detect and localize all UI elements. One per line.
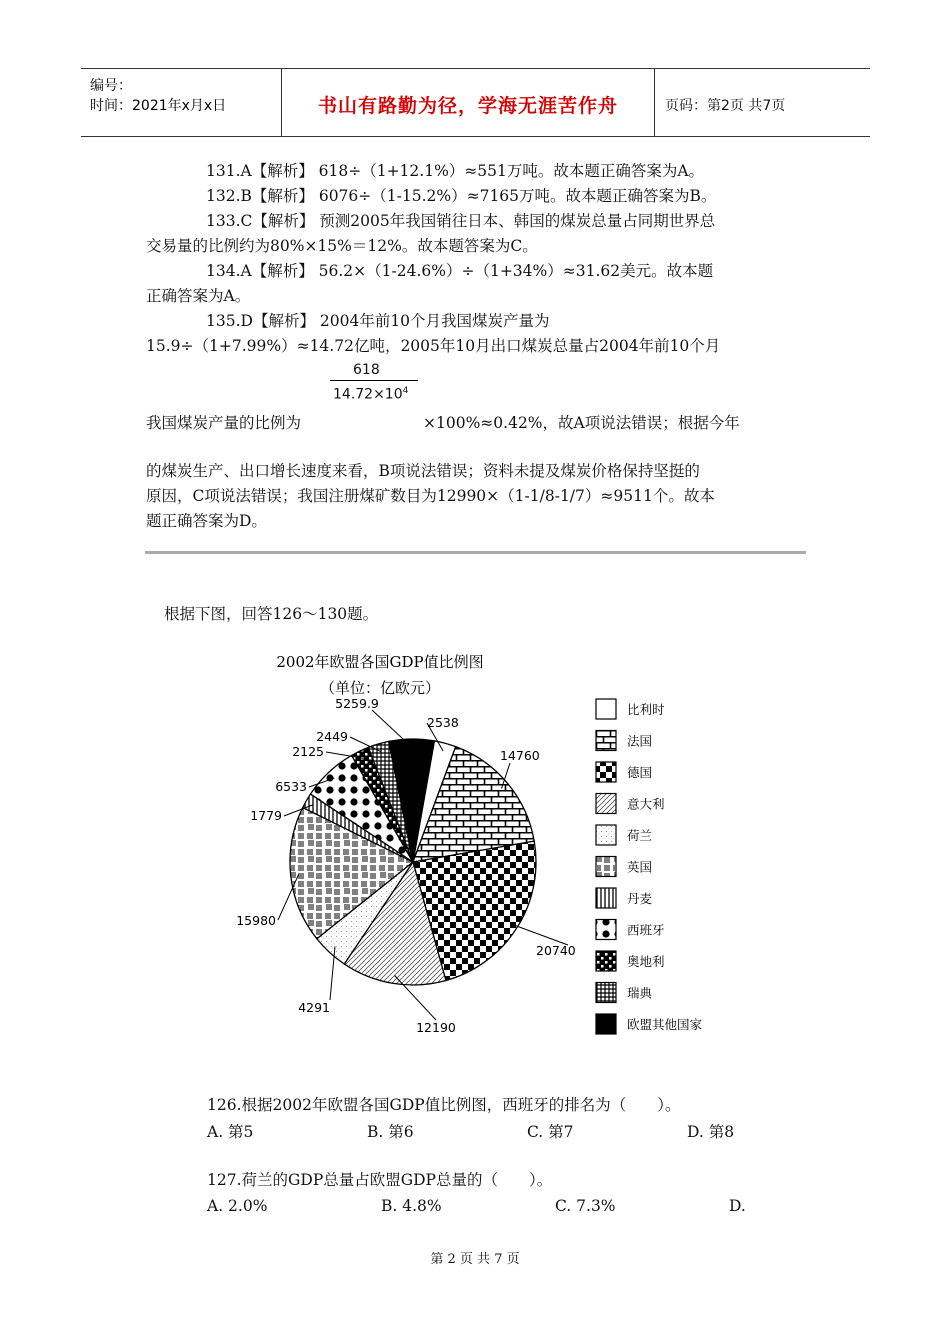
pie-chart bbox=[180, 640, 760, 1040]
page-header bbox=[81, 68, 870, 137]
chart-title: 2002年欧盟各国GDP值比例图 bbox=[276, 653, 484, 671]
page-footer: 第 2 页 共 7 页 bbox=[430, 1252, 520, 1267]
answer-132: 132.B【解析】 6076÷（1-15.2%）≈7165万吨。故本题正确答案为B。 bbox=[206, 187, 717, 205]
q127-option-d: D. bbox=[729, 1197, 746, 1215]
value-label: 15980 bbox=[236, 913, 276, 928]
fraction-denominator-base: 14.72×10 bbox=[333, 386, 403, 403]
header-motto: 书山有路勤为径，学海无涯苦作舟 bbox=[317, 95, 618, 117]
question-126: 126.根据2002年欧盟各国GDP值比例图，西班牙的排名为（ ）。 bbox=[207, 1096, 681, 1114]
pie-slices bbox=[290, 739, 536, 985]
chart-legend bbox=[596, 699, 702, 1034]
legend-swatch bbox=[596, 888, 616, 908]
value-label: 1779 bbox=[250, 808, 282, 823]
answer-134-line2: 正确答案为A。 bbox=[146, 287, 251, 305]
q126-option-a: A. 第5 bbox=[207, 1123, 254, 1141]
value-label: 4291 bbox=[298, 1000, 330, 1015]
value-label: 20740 bbox=[536, 943, 576, 958]
legend-label: 法国 bbox=[627, 733, 653, 749]
answer-135-line3b: ×100%≈0.42%，故A项说法错误；根据今年 bbox=[423, 414, 740, 432]
answer-133-line1: 133.C【解析】 预测2005年我国销往日本、韩国的煤炭总量占同期世界总 bbox=[206, 212, 716, 230]
legend-label: 德国 bbox=[627, 765, 653, 780]
q127-option-b: B. 4.8% bbox=[381, 1197, 442, 1215]
code-label: 编号： bbox=[90, 78, 132, 94]
value-label: 12190 bbox=[416, 1020, 456, 1035]
header-divider bbox=[654, 69, 655, 136]
time-label: 时间：2021年x月x日 bbox=[90, 98, 227, 114]
page-number-label: 页码：第2页 共7页 bbox=[665, 98, 786, 114]
legend-label: 奥地利 bbox=[627, 954, 665, 969]
answer-135-line4: 的煤炭生产、出口增长速度来看，B项说法错误；资料未提及煤炭价格保持坚挺的 bbox=[146, 462, 700, 480]
section-divider bbox=[145, 551, 806, 554]
fraction-numerator: 618 bbox=[353, 362, 380, 378]
q126-option-c: C. 第7 bbox=[527, 1123, 574, 1141]
legend-swatch bbox=[596, 731, 616, 751]
section-intro: 根据下图，回答126～130题。 bbox=[164, 605, 379, 623]
legend-label: 英国 bbox=[627, 859, 653, 875]
legend-label: 比利时 bbox=[627, 702, 665, 717]
value-label: 6533 bbox=[275, 779, 307, 794]
legend-swatch bbox=[596, 983, 616, 1003]
legend-label: 荷兰 bbox=[627, 828, 653, 843]
legend-swatch bbox=[596, 920, 616, 940]
legend-label: 瑞典 bbox=[627, 985, 653, 1001]
fraction-bar bbox=[330, 380, 418, 381]
answer-135-line2: 15.9÷（1+7.99%）≈14.72亿吨，2005年10月出口煤炭总量占2004年前10个月 bbox=[146, 337, 721, 355]
legend-swatch bbox=[596, 825, 616, 845]
q127-option-c: C. 7.3% bbox=[555, 1197, 616, 1215]
answer-135-line5: 原因，C项说法错误；我国注册煤矿数目为12990×（1-1/8-1/7）≈9511个。故本 bbox=[146, 487, 715, 505]
chart-subtitle: （单位：亿欧元） bbox=[319, 679, 441, 697]
legend-swatch bbox=[596, 857, 616, 877]
value-label: 2125 bbox=[292, 744, 324, 759]
legend-label: 西班牙 bbox=[627, 922, 665, 938]
fraction-denominator bbox=[333, 386, 408, 403]
answer-133-line2: 交易量的比例约为80%×15%＝12%。故本题答案为C。 bbox=[146, 237, 538, 255]
legend-label: 欧盟其他国家 bbox=[627, 1017, 703, 1032]
legend-swatch bbox=[596, 1014, 616, 1034]
fraction-exponent: 4 bbox=[402, 386, 409, 396]
answer-135-line1: 135.D【解析】 2004年前10个月我国煤炭产量为 bbox=[206, 312, 550, 330]
q127-option-a: A. 2.0% bbox=[207, 1197, 268, 1215]
legend-label: 意大利 bbox=[627, 796, 665, 812]
answer-131: 131.A【解析】 618÷（1+12.1%）≈551万吨。故本题正确答案为A。 bbox=[206, 162, 705, 180]
answer-135-line6: 题正确答案为D。 bbox=[146, 512, 267, 530]
answer-135-line3a: 我国煤炭产量的比例为 bbox=[146, 414, 302, 432]
value-label: 2538 bbox=[427, 715, 459, 730]
value-label: 2449 bbox=[316, 729, 348, 744]
q126-option-d: D. 第8 bbox=[687, 1123, 735, 1141]
legend-swatch bbox=[596, 762, 616, 782]
value-label: 5259.9 bbox=[335, 696, 379, 711]
question-127: 127.荷兰的GDP总量占欧盟GDP总量的（ ）。 bbox=[207, 1171, 553, 1189]
legend-swatch bbox=[596, 794, 616, 814]
answer-134-line1: 134.A【解析】 56.2×（1-24.6%）÷（1+34%）≈31.62美元。故本题 bbox=[206, 262, 714, 280]
legend-label: 丹麦 bbox=[627, 891, 653, 906]
value-label: 14760 bbox=[500, 748, 540, 763]
leader-line bbox=[510, 924, 568, 945]
q126-option-b: B. 第6 bbox=[367, 1123, 414, 1141]
legend-swatch bbox=[596, 951, 616, 971]
legend-swatch bbox=[596, 699, 616, 719]
